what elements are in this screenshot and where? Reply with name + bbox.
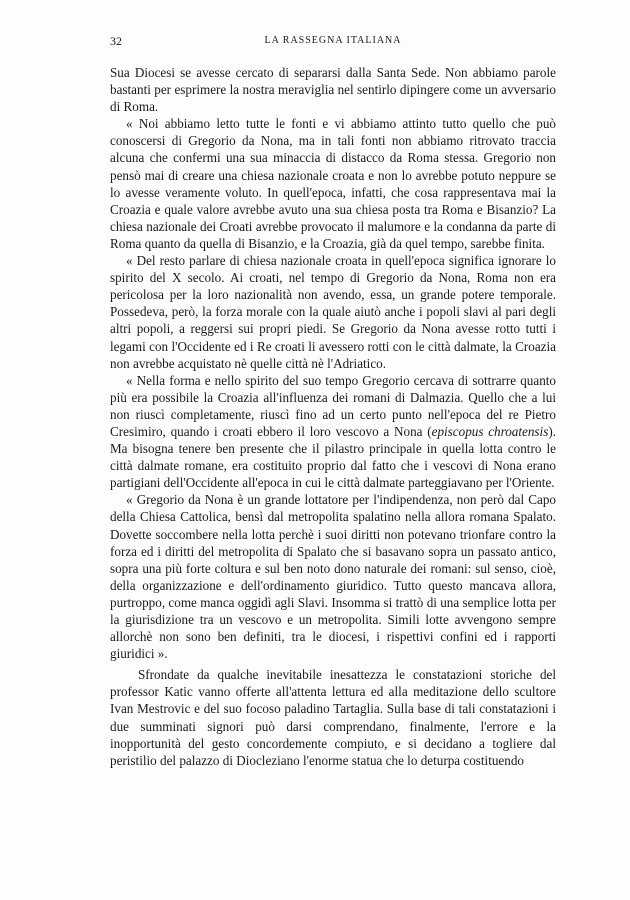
running-head: LA RASSEGNA ITALIANA xyxy=(264,35,402,46)
paragraph xyxy=(110,372,556,492)
paragraph xyxy=(110,115,556,252)
text-run: « Gregorio da Nona è un grande lottatore per l'indipendenza, non però dal Capo della Chiesa Cattolica, bensì dal metropolita spalatino nella allora romana Spalato. Dovette soccombere nella lotta perchè i suoi diritti non potevano trionfare contro la forza ed i diritti del metropolita di Spalato che si basavano sopra un passato antico, sopra una più forte coltura e sul ben noto dono naturale dei romani: sul senso, cioè, della organizzazione e dell'ordinamento giuridico. Tutto questo mancava allora, purtroppo, come manca oggidì agli Slavi. Insomma si trattò di una semplice lotta per la giurisdizione tra un vescovo e un metropolita. Simili lotte avvengono sempre allorchè non sono ben definiti, tra le diocesi, i rispettivi confini ed i rapporti giuridici ». xyxy=(110,492,556,662)
text-run: Sua Diocesi se avesse cercato di separarsi dalla Santa Sede. Non abbiamo parole bastanti per esprimere la nostra meraviglia nel sentirlo dipingere come un avversario di Roma. xyxy=(110,65,556,115)
text-run: Sfrondate da qualche inevitabile inesattezza le constatazioni storiche del professor Katic vanno offerte all'attenta lettura ed alla meditazione dello scultore Ivan Mestrovic e del suo focoso paladino Tartaglia. Sulla base di tali constatazioni i due summinati signori può darsi comprendano, finalmente, l'errore e la inopportunità del gesto concordemente compiuto, e si decidano a togliere dal peristilio del palazzo di Diocleziano l'enorme statua che lo deturpa costituendo xyxy=(110,667,556,768)
page-number: 32 xyxy=(110,34,122,48)
italic-term: episcopus chroatensis xyxy=(431,423,549,439)
paragraph xyxy=(110,64,556,115)
text-run: « Del resto parlare di chiesa nazionale croata in quell'epoca significa ignorare lo spirito del X secolo. Ai croati, nel tempo di Gregorio da Nona, Roma non era pericolosa per la loro nazionalità non avendo, essa, un grande potere temporale. Possedeva, però, la forza morale con la quale aiutò anche i popoli slavi al pari degli altri popoli, a reggersi sui propri piedi. Se Gregorio da Nona avesse rotto tutti i legami con l'Occidente ed i Re croati li avessero rotti con le città dalmate, la Croazia non avrebbe acquistato nè quelle città nè l'Adriatico. xyxy=(110,253,556,371)
text-run: « Nella forma e nello spirito del suo tempo Gregorio cercava di sottrarre quanto più era possibile la Croazia all'influenza dei romani di Dalmazia. Quello che a lui non riuscì completamente, riuscì fino ad un certo punto nell'epoca del re Pietro Cresimiro, quando i croati ebbero il loro vescovo a Nona ( xyxy=(110,372,556,439)
body-text xyxy=(110,64,556,769)
paragraph xyxy=(110,666,556,769)
text-run: ). Ma bisogna tenere ben presente che il pilastro principale in quella lotta contro le città dalmate romane, era costituito proprio dal fatto che i vescovi di Nona erano partigiani dell'Occidente all'epoca in cui le città dalmate parteggiavano per l'Oriente. xyxy=(110,423,556,491)
paragraph xyxy=(110,252,556,372)
page-header xyxy=(110,34,556,50)
text-run: « Noi abbiamo letto tutte le fonti e vi abbiamo attinto tutto quello che può conoscersi di Gregorio da Nona, ma in tali fonti non abbiamo ritrovato traccia alcuna che confermi una sua minaccia di distacco da Roma stessa. Gregorio non pensò mai di creare una chiesa nazionale croata e non lo avrebbe potuto neppure se lo avesse veramente voluto. In quell'epoca, infatti, che cosa rappresentava mai la Croazia e quale valore avrebbe avuto una sua chiesa posta tra Roma e Bisanzio? La chiesa nazionale dei Croati avrebbe provocato il malumore e la condanna da parte di Roma quanto da quella di Bisanzio, e la Croazia, già da quel tempo, sarebbe finita. xyxy=(110,116,556,251)
paragraph xyxy=(110,491,556,662)
